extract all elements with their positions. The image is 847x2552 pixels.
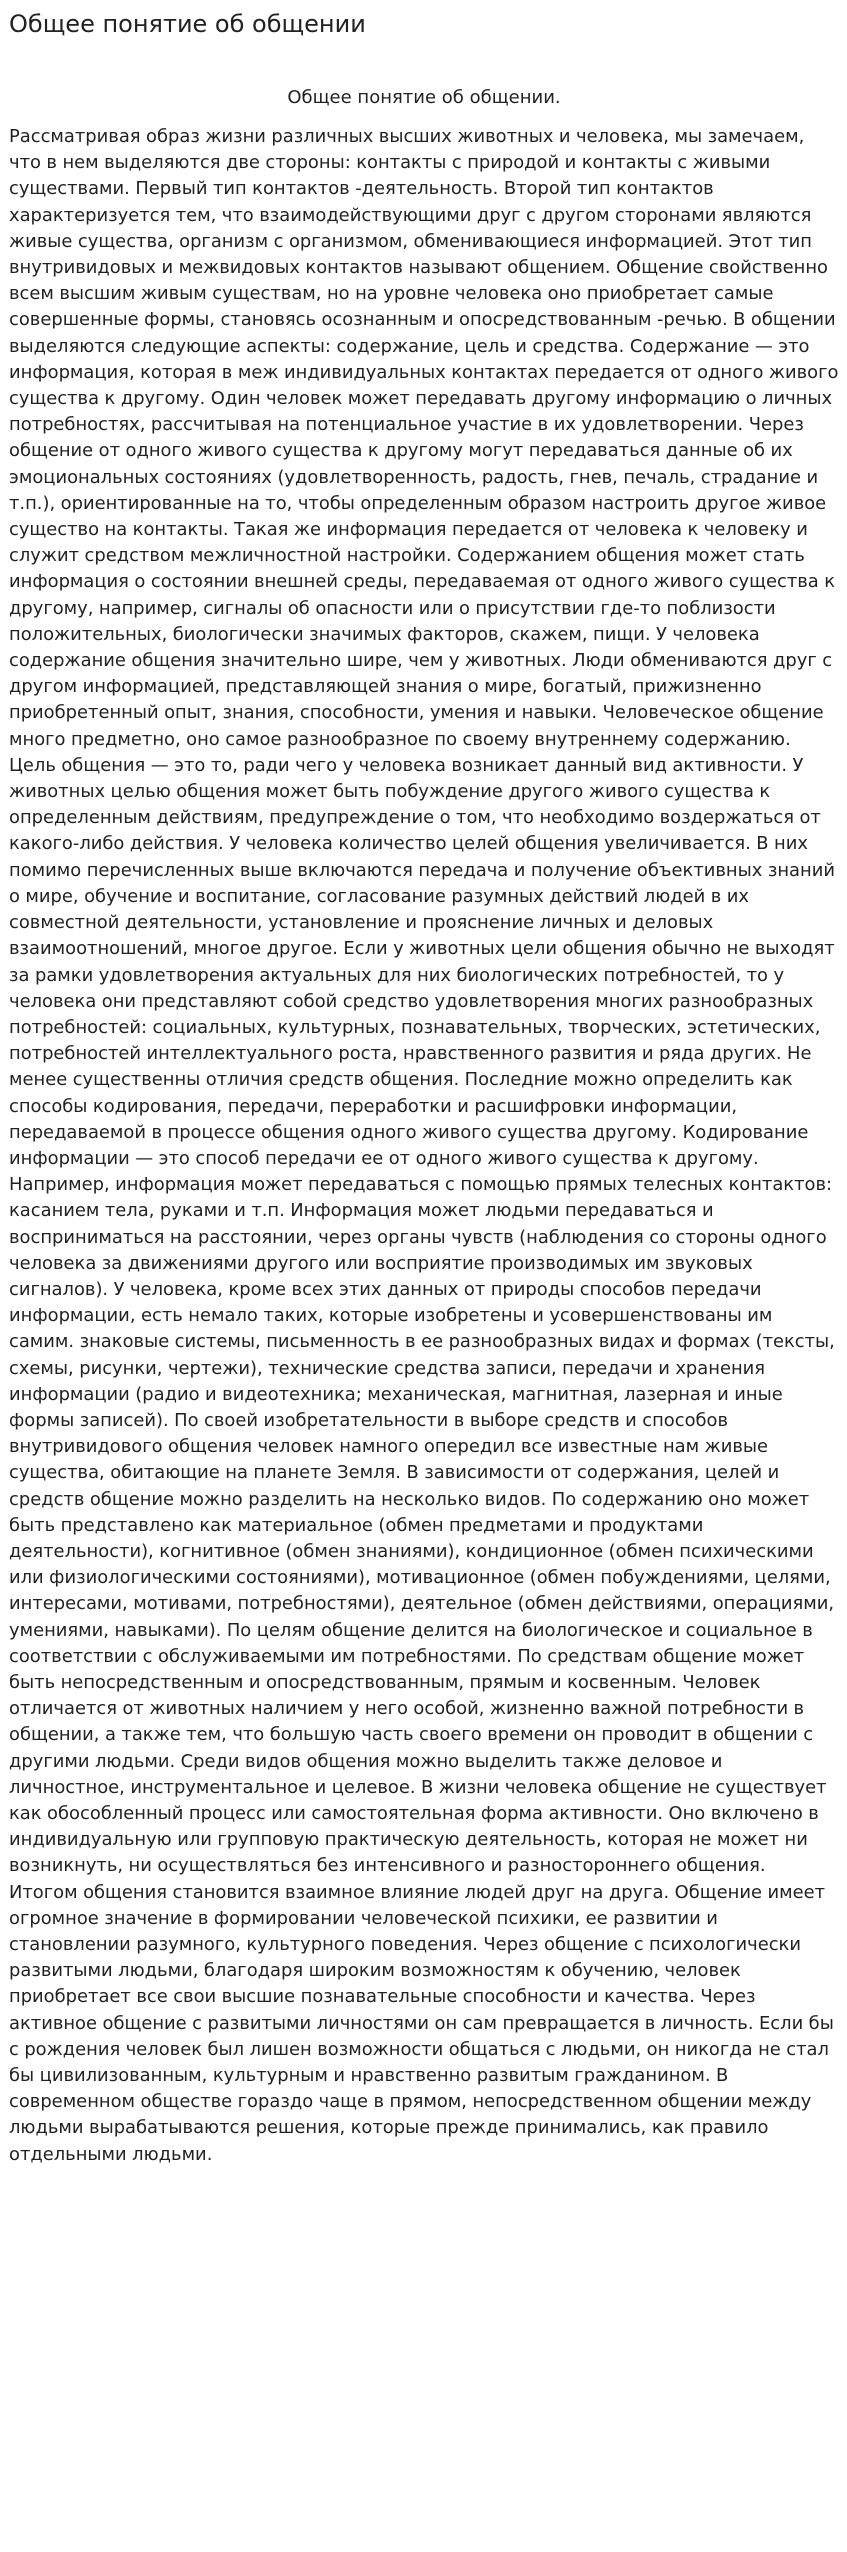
document-heading: Общее понятие об общении. — [287, 87, 561, 108]
document-body: Рассматривая образ жизни различных высших животных и человека, мы замечаем, что в нем выделяются две стороны: контакты с природой и контакты с живыми существами. Первый тип контактов -деятельность. Второй тип контактов характеризуется тем, что взаимодействующими друг с другом сторонами являются живые существа, организм с организмом, обменивающиеся информацией. Этот тип внутривидовых и межвидовых контактов называют общением. Общение свойственно всем высшим живым существам, но на уровне человека оно приобретает самые совершенные формы, становясь осознанным и опосредствованным -речью. В общении выделяются следующие аспекты: содержание, цель и средства. Содержание — это информация, которая в меж индивидуальных контактах передается от одного живого существа к другому. Один человек может передавать другому информацию о личных потребностях, рассчитывая на потенциальное участие в их удовлетворении. Через общение от одного живого существа к другому могут передаваться данные об их эмоциональных состояниях (удовлетворенность, радость, гнев, печаль, страдание и т.п.), ориентированные на то, чтобы определенным образом настроить другое живое существо на контакты. Такая же информация передается от человека к человеку и служит средством межличностной настройки. Содержанием общения может стать информация о состоянии внешней среды, передаваемая от одного живого существа к другому, например, сигналы об опасности или о присутствии где-то поблизости положительных, биологически значимых факторов, скажем, пищи. У человека содержание общения значительно шире, чем у животных. Люди обмениваются друг с другом информацией, представляющей знания о мире, богатый, прижизненно приобретенный опыт, знания, способности, умения и навыки. Человеческое общение много предметно, оно самое разнообразное по своему внутреннему содержанию. Цель общения — это то, ради чего у человека возникает данный вид активности. У животных целью общения может быть побуждение другого живого существа к определенным действиям, предупреждение о том, что необходимо воздержаться от какого-либо действия. У человека количество целей общения увеличивается. В них помимо перечисленных выше включаются передача и получение объективных знаний о мире, обучение и воспитание, согласование разумных действий людей в их совместной деятельности, установление и прояснение личных и деловых взаимоотношений, многое другое. Если у животных цели общения обычно не выходят за рамки удовлетворения актуальных для них биологических потребностей, то у человека они представляют собой средство удовлетворения многих разнообразных потребностей: социальных, культурных, познавательных, творческих, эстетических, потребностей интеллектуального роста, нравственного развития и ряда других. Не менее существенны отличия средств общения. Последние можно определить как способы кодирования, передачи, переработки и расшифровки информации, передаваемой в процессе общения одного живого существа другому. Кодирование информации — это способ передачи ее от одного живого существа к другому. Например, информация может передаваться с помощью прямых телесных контактов: касанием тела, руками и т.п. Информация может людьми передаваться и восприниматься на расстоянии, через органы чувств (наблюдения со стороны одного человека за движениями другого или восприятие производимых им звуковых сигналов). У человека, кроме всех этих данных от природы способов передачи информации, есть немало таких, которые изобретены и усовершенствованы им самим. знаковые системы, письменность в ее разнообразных видах и формах (тексты, схемы, рисунки, чертежи), технические средства записи, передачи и хранения информации (радио и видеотехника; механическая, магнитная, лазерная и иные формы записей). По своей изобретательности в выборе средств и способов внутривидового общения человек намного опередил все известные нам живые существа, обитающие на планете Земля. В зависимости от содержания, целей и средств общение можно разделить на несколько видов. По содержанию оно может быть представлено как материальное (обмен предметами и продуктами деятельности), когнитивное (обмен знаниями), кондиционное (обмен психическими или физиологическими состояниями), мотивационное (обмен побуждениями, целями, интересами, мотивами, потребностями), деятельное (обмен действиями, операциями, умениями, навыками). По целям общение делится на биологическое и социальное в соответствии с обслуживаемыми им потребностями. По средствам общение может быть непосредственным и опосредствованным, прямым и косвенным. Человек отличается от животных наличием у него особой, жизненно важной потребности в общении, а также тем, что большую часть своего времени он проводит в общении с другими людьми. Среди видов общения можно выделить также деловое и личностное, инструментальное и целевое. В жизни человека общение не существует как обособленный процесс или самостоятельная форма активности. Оно включено в индивидуальную или групповую практическую деятельность, которая не может ни возникнуть, ни осуществляться без интенсивного и разностороннего общения. Итогом общения становится взаимное влияние людей друг на друга. Общение имеет огромное значение в формировании человеческой психики, ее развитии и становлении разумного, культурного поведения. Через общение с психологически развитыми людьми, благодаря широким возможностям к обучению, человек приобретает все свои высшие познавательные способности и качества. Через активное общение с развитыми личностями он сам превращается в личность. Если бы с рождения человек был лишен возможности общаться с людьми, он никогда не стал бы цивилизованным, культурным и нравственно развитым гражданином. В современном обществе гораздо чаще в прямом, непосредственном общении между людьми вырабатываются решения, которые прежде принимались, как правило отдельными людьми. — [9, 126, 839, 2165]
page-title: Общее понятие об общении — [9, 10, 366, 38]
